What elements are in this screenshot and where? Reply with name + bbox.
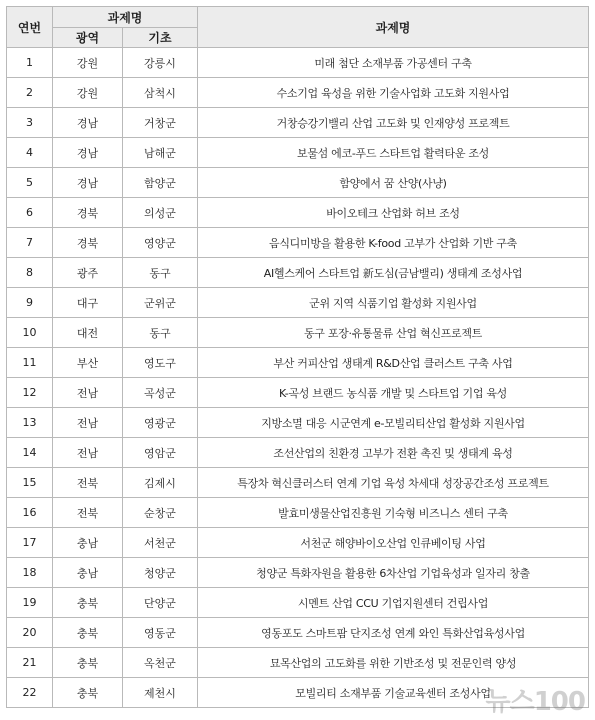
table-row xyxy=(7,438,589,468)
cell-basic: 삼척시 xyxy=(123,78,198,108)
cell-title: 특장차 혁신클러스터 연계 기업 육성 차세대 성장공간조성 프로젝트 xyxy=(198,468,589,498)
cell-basic: 영도구 xyxy=(123,348,198,378)
cell-region: 광주 xyxy=(53,258,123,288)
cell-no: 8 xyxy=(7,258,53,288)
cell-title: 음식디미방을 활용한 K-food 고부가 산업화 기반 구축 xyxy=(198,228,589,258)
cell-title: 묘목산업의 고도화를 위한 기반조성 및 전문인력 양성 xyxy=(198,648,589,678)
cell-basic: 김제시 xyxy=(123,468,198,498)
table-row xyxy=(7,48,589,78)
cell-title: 미래 첨단 소재부품 가공센터 구축 xyxy=(198,48,589,78)
table-row xyxy=(7,348,589,378)
cell-no: 17 xyxy=(7,528,53,558)
table-row xyxy=(7,168,589,198)
cell-no: 3 xyxy=(7,108,53,138)
cell-title: 부산 커피산업 생태계 R&D산업 클러스트 구축 사업 xyxy=(198,348,589,378)
cell-region: 경북 xyxy=(53,198,123,228)
table-row xyxy=(7,78,589,108)
cell-title: 조선산업의 친환경 고부가 전환 촉진 및 생태계 육성 xyxy=(198,438,589,468)
cell-no: 20 xyxy=(7,618,53,648)
cell-region: 전남 xyxy=(53,378,123,408)
table-row xyxy=(7,378,589,408)
cell-basic: 서천군 xyxy=(123,528,198,558)
cell-region: 충북 xyxy=(53,678,123,708)
cell-no: 2 xyxy=(7,78,53,108)
cell-basic: 거창군 xyxy=(123,108,198,138)
cell-region: 경남 xyxy=(53,138,123,168)
cell-no: 21 xyxy=(7,648,53,678)
cell-no: 14 xyxy=(7,438,53,468)
table-row xyxy=(7,498,589,528)
cell-no: 11 xyxy=(7,348,53,378)
cell-title: 모빌리티 소재부품 기술교육센터 조성사업 xyxy=(198,678,589,708)
table-header xyxy=(7,7,589,48)
table-row xyxy=(7,108,589,138)
table-row xyxy=(7,138,589,168)
table-row xyxy=(7,408,589,438)
table-row xyxy=(7,288,589,318)
cell-region: 전북 xyxy=(53,468,123,498)
cell-region: 전북 xyxy=(53,498,123,528)
table-row xyxy=(7,318,589,348)
cell-region: 충북 xyxy=(53,618,123,648)
cell-no: 1 xyxy=(7,48,53,78)
cell-title: 군위 지역 식품기업 활성화 지원사업 xyxy=(198,288,589,318)
cell-basic: 순창군 xyxy=(123,498,198,528)
cell-no: 9 xyxy=(7,288,53,318)
cell-region: 대구 xyxy=(53,288,123,318)
cell-basic: 영광군 xyxy=(123,408,198,438)
cell-no: 19 xyxy=(7,588,53,618)
cell-no: 4 xyxy=(7,138,53,168)
cell-basic: 함양군 xyxy=(123,168,198,198)
table-body xyxy=(7,48,589,708)
cell-no: 5 xyxy=(7,168,53,198)
cell-title: 서천군 해양바이오산업 인큐베이팅 사업 xyxy=(198,528,589,558)
cell-region: 경남 xyxy=(53,168,123,198)
cell-title: 함양에서 꿈 산양(사냥) xyxy=(198,168,589,198)
header-project-group: 과제명 xyxy=(53,7,198,28)
cell-title: 청양군 특화자원을 활용한 6차산업 기업육성과 일자리 창출 xyxy=(198,558,589,588)
cell-region: 경북 xyxy=(53,228,123,258)
cell-basic: 강릉시 xyxy=(123,48,198,78)
header-region: 광역 xyxy=(53,28,123,48)
cell-title: AI헬스케어 스타트업 新도심(금남밸리) 생태계 조성사업 xyxy=(198,258,589,288)
cell-no: 7 xyxy=(7,228,53,258)
cell-title: 동구 포장·유통물류 산업 혁신프로젝트 xyxy=(198,318,589,348)
cell-title: 영동포도 스마트팜 단지조성 연계 와인 특화산업육성사업 xyxy=(198,618,589,648)
table-row xyxy=(7,228,589,258)
cell-basic: 영암군 xyxy=(123,438,198,468)
table-row xyxy=(7,558,589,588)
cell-title: 수소기업 육성을 위한 기술사업화 고도화 지원사업 xyxy=(198,78,589,108)
project-table xyxy=(6,6,589,708)
table-row xyxy=(7,648,589,678)
cell-title: 시멘트 산업 CCU 기업지원센터 건립사업 xyxy=(198,588,589,618)
table-row xyxy=(7,468,589,498)
cell-no: 6 xyxy=(7,198,53,228)
cell-region: 강원 xyxy=(53,48,123,78)
cell-region: 충남 xyxy=(53,558,123,588)
cell-no: 16 xyxy=(7,498,53,528)
cell-basic: 단양군 xyxy=(123,588,198,618)
cell-basic: 청양군 xyxy=(123,558,198,588)
cell-region: 대전 xyxy=(53,318,123,348)
cell-region: 충북 xyxy=(53,648,123,678)
cell-no: 18 xyxy=(7,558,53,588)
cell-basic: 동구 xyxy=(123,258,198,288)
cell-region: 부산 xyxy=(53,348,123,378)
header-no: 연번 xyxy=(7,7,53,48)
cell-region: 전남 xyxy=(53,438,123,468)
cell-no: 12 xyxy=(7,378,53,408)
cell-title: 발효미생물산업진흥원 기숙형 비즈니스 센터 구축 xyxy=(198,498,589,528)
cell-title: K-곡성 브랜드 농식품 개발 및 스타트업 기업 육성 xyxy=(198,378,589,408)
cell-title: 거창승강기밸리 산업 고도화 및 인재양성 프로젝트 xyxy=(198,108,589,138)
cell-no: 22 xyxy=(7,678,53,708)
cell-basic: 남해군 xyxy=(123,138,198,168)
table-row xyxy=(7,258,589,288)
cell-basic: 곡성군 xyxy=(123,378,198,408)
cell-title: 지방소멸 대응 시군연계 e-모빌리티산업 활성화 지원사업 xyxy=(198,408,589,438)
cell-basic: 의성군 xyxy=(123,198,198,228)
cell-basic: 영양군 xyxy=(123,228,198,258)
cell-basic: 군위군 xyxy=(123,288,198,318)
table-row xyxy=(7,198,589,228)
header-project: 과제명 xyxy=(198,7,589,48)
cell-region: 충남 xyxy=(53,528,123,558)
cell-basic: 영동군 xyxy=(123,618,198,648)
cell-region: 전남 xyxy=(53,408,123,438)
header-basic: 기초 xyxy=(123,28,198,48)
cell-basic: 옥천군 xyxy=(123,648,198,678)
table-row xyxy=(7,588,589,618)
cell-region: 경남 xyxy=(53,108,123,138)
cell-no: 10 xyxy=(7,318,53,348)
cell-basic: 제천시 xyxy=(123,678,198,708)
cell-basic: 동구 xyxy=(123,318,198,348)
cell-no: 13 xyxy=(7,408,53,438)
cell-no: 15 xyxy=(7,468,53,498)
table-row xyxy=(7,618,589,648)
table-row xyxy=(7,528,589,558)
cell-region: 충북 xyxy=(53,588,123,618)
cell-title: 보물섬 에코-푸드 스타트업 활력타운 조성 xyxy=(198,138,589,168)
cell-title: 바이오테크 산업화 허브 조성 xyxy=(198,198,589,228)
watermark-logo: 뉴스100 xyxy=(485,687,585,717)
cell-region: 강원 xyxy=(53,78,123,108)
